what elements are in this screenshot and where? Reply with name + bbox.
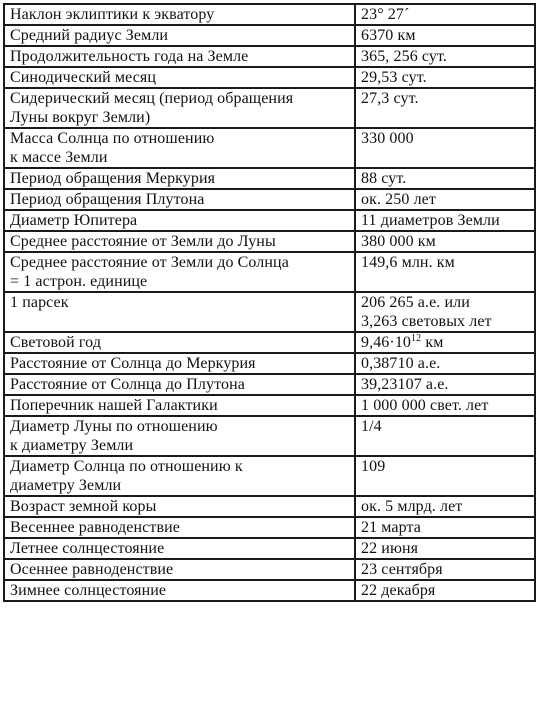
parameter-text: 1 парсек bbox=[10, 294, 69, 311]
table-row bbox=[4, 88, 535, 128]
parameter-text: Расстояние от Солнца до Плутона bbox=[10, 376, 245, 393]
parameter-cell bbox=[4, 416, 355, 456]
parameter-text: Период обращения Меркурия bbox=[10, 170, 216, 187]
value-cell bbox=[355, 292, 535, 332]
value-text: 109 bbox=[361, 458, 386, 475]
value-text: 380 000 км bbox=[361, 233, 436, 250]
value-text: 22 декабря bbox=[361, 582, 436, 599]
parameter-text: Диаметр Юпитера bbox=[10, 212, 138, 229]
table-row bbox=[4, 25, 535, 46]
parameter-text: Период обращения Плутона bbox=[10, 191, 205, 208]
table-row bbox=[4, 538, 535, 559]
value-text: 1 000 000 свет. лет bbox=[361, 397, 489, 414]
value-text: 3,263 световых лет bbox=[361, 313, 492, 330]
parameter-text: Весеннее равноденствие bbox=[10, 519, 180, 536]
value-base: 9,46·10 bbox=[361, 334, 412, 351]
parameter-cell bbox=[4, 580, 355, 601]
value-text: 0,38710 а.е. bbox=[361, 355, 441, 372]
value-text: 29,53 сут. bbox=[361, 69, 427, 86]
parameter-cell bbox=[4, 231, 355, 252]
value-cell bbox=[355, 46, 535, 67]
parameter-text: Синодический месяц bbox=[10, 69, 157, 86]
value-text: ок. 5 млрд. лет bbox=[361, 498, 463, 515]
parameter-text: диаметру Земли bbox=[10, 477, 122, 494]
parameter-text: Летнее солнцестояние bbox=[10, 540, 165, 557]
parameter-cell bbox=[4, 189, 355, 210]
value-cell bbox=[355, 88, 535, 128]
value-text: 23 сентября bbox=[361, 561, 443, 578]
parameter-text: Среднее расстояние от Земли до Солнца bbox=[10, 254, 289, 271]
parameter-cell bbox=[4, 67, 355, 88]
value-cell bbox=[355, 128, 535, 168]
parameter-cell bbox=[4, 252, 355, 292]
table-row bbox=[4, 231, 535, 252]
parameter-cell bbox=[4, 395, 355, 416]
table-row bbox=[4, 353, 535, 374]
value-cell bbox=[355, 189, 535, 210]
value-unit: км bbox=[421, 334, 444, 351]
astronomy-constants-table bbox=[3, 3, 536, 602]
parameter-cell bbox=[4, 4, 355, 25]
value-text: 22 июня bbox=[361, 540, 419, 557]
table-row bbox=[4, 292, 535, 332]
value-cell bbox=[355, 252, 535, 292]
value-cell bbox=[355, 168, 535, 189]
value-text: 88 сут. bbox=[361, 170, 407, 187]
parameter-text: Масса Солнца по отношению bbox=[10, 130, 215, 147]
parameter-cell bbox=[4, 332, 355, 353]
parameter-text: к массе Земли bbox=[10, 149, 108, 166]
parameter-text: Поперечник нашей Галактики bbox=[10, 397, 218, 414]
value-text: 1/4 bbox=[361, 418, 382, 435]
parameter-text: Средний радиус Земли bbox=[10, 27, 169, 44]
parameter-cell bbox=[4, 168, 355, 189]
value-text: 6370 км bbox=[361, 27, 416, 44]
value-cell bbox=[355, 374, 535, 395]
table-row bbox=[4, 496, 535, 517]
table-row bbox=[4, 189, 535, 210]
value-cell bbox=[355, 456, 535, 496]
parameter-text: Сидерический месяц (период обращения bbox=[10, 90, 294, 107]
parameter-text: Среднее расстояние от Земли до Луны bbox=[10, 233, 276, 250]
value-text bbox=[361, 333, 530, 352]
table-row bbox=[4, 67, 535, 88]
parameter-cell bbox=[4, 353, 355, 374]
parameter-text: Диаметр Солнца по отношению к bbox=[10, 458, 243, 475]
parameter-cell bbox=[4, 517, 355, 538]
value-cell bbox=[355, 4, 535, 25]
value-cell bbox=[355, 210, 535, 231]
table-row bbox=[4, 580, 535, 601]
value-cell bbox=[355, 332, 535, 353]
table-row bbox=[4, 46, 535, 67]
value-cell bbox=[355, 538, 535, 559]
table-row bbox=[4, 395, 535, 416]
value-text: 330 000 bbox=[361, 130, 414, 147]
parameter-text: Возраст земной коры bbox=[10, 498, 157, 515]
value-cell bbox=[355, 25, 535, 46]
value-text: 149,6 млн. км bbox=[361, 254, 455, 271]
value-text: 27,3 сут. bbox=[361, 90, 419, 107]
parameter-cell bbox=[4, 25, 355, 46]
value-cell bbox=[355, 559, 535, 580]
value-text: 365, 256 сут. bbox=[361, 48, 447, 65]
value-text: 21 марта bbox=[361, 519, 421, 536]
parameter-text: Расстояние от Солнца до Меркурия bbox=[10, 355, 256, 372]
value-exponent: 12 bbox=[411, 333, 422, 344]
value-cell bbox=[355, 517, 535, 538]
parameter-text: Диаметр Луны по отношению bbox=[10, 418, 218, 435]
table-row bbox=[4, 252, 535, 292]
table-row bbox=[4, 128, 535, 168]
parameter-text: Зимнее солнцестояние bbox=[10, 582, 167, 599]
parameter-text: Осеннее равноденствие bbox=[10, 561, 174, 578]
value-cell bbox=[355, 580, 535, 601]
table-row bbox=[4, 559, 535, 580]
value-text: 23° 27´ bbox=[361, 6, 410, 23]
table-row bbox=[4, 416, 535, 456]
parameter-cell bbox=[4, 374, 355, 395]
value-cell bbox=[355, 496, 535, 517]
parameter-cell bbox=[4, 88, 355, 128]
parameter-text: = 1 астрон. единице bbox=[10, 273, 148, 290]
table-row bbox=[4, 4, 535, 25]
table-body bbox=[4, 4, 535, 601]
value-cell bbox=[355, 416, 535, 456]
parameter-text: Продолжительность года на Земле bbox=[10, 48, 249, 65]
value-text: ок. 250 лет bbox=[361, 191, 436, 208]
table-row bbox=[4, 210, 535, 231]
parameter-text: Луны вокруг Земли) bbox=[10, 109, 151, 126]
table-row bbox=[4, 168, 535, 189]
parameter-cell bbox=[4, 46, 355, 67]
parameter-cell bbox=[4, 496, 355, 517]
table-row bbox=[4, 517, 535, 538]
parameter-text: к диаметру Земли bbox=[10, 437, 134, 454]
parameter-cell bbox=[4, 538, 355, 559]
parameter-cell bbox=[4, 210, 355, 231]
parameter-text: Наклон эклиптики к экватору bbox=[10, 6, 215, 23]
value-text: 206 265 а.е. или bbox=[361, 294, 470, 311]
value-cell bbox=[355, 395, 535, 416]
parameter-cell bbox=[4, 559, 355, 580]
parameter-cell bbox=[4, 456, 355, 496]
parameter-cell bbox=[4, 128, 355, 168]
value-text: 11 диаметров Земли bbox=[361, 212, 500, 229]
parameter-cell bbox=[4, 292, 355, 332]
value-cell bbox=[355, 353, 535, 374]
table-row bbox=[4, 332, 535, 353]
value-cell bbox=[355, 231, 535, 252]
table-row bbox=[4, 456, 535, 496]
value-text: 39,23107 а.е. bbox=[361, 376, 449, 393]
parameter-text: Световой год bbox=[10, 334, 102, 351]
table-row bbox=[4, 374, 535, 395]
value-cell bbox=[355, 67, 535, 88]
